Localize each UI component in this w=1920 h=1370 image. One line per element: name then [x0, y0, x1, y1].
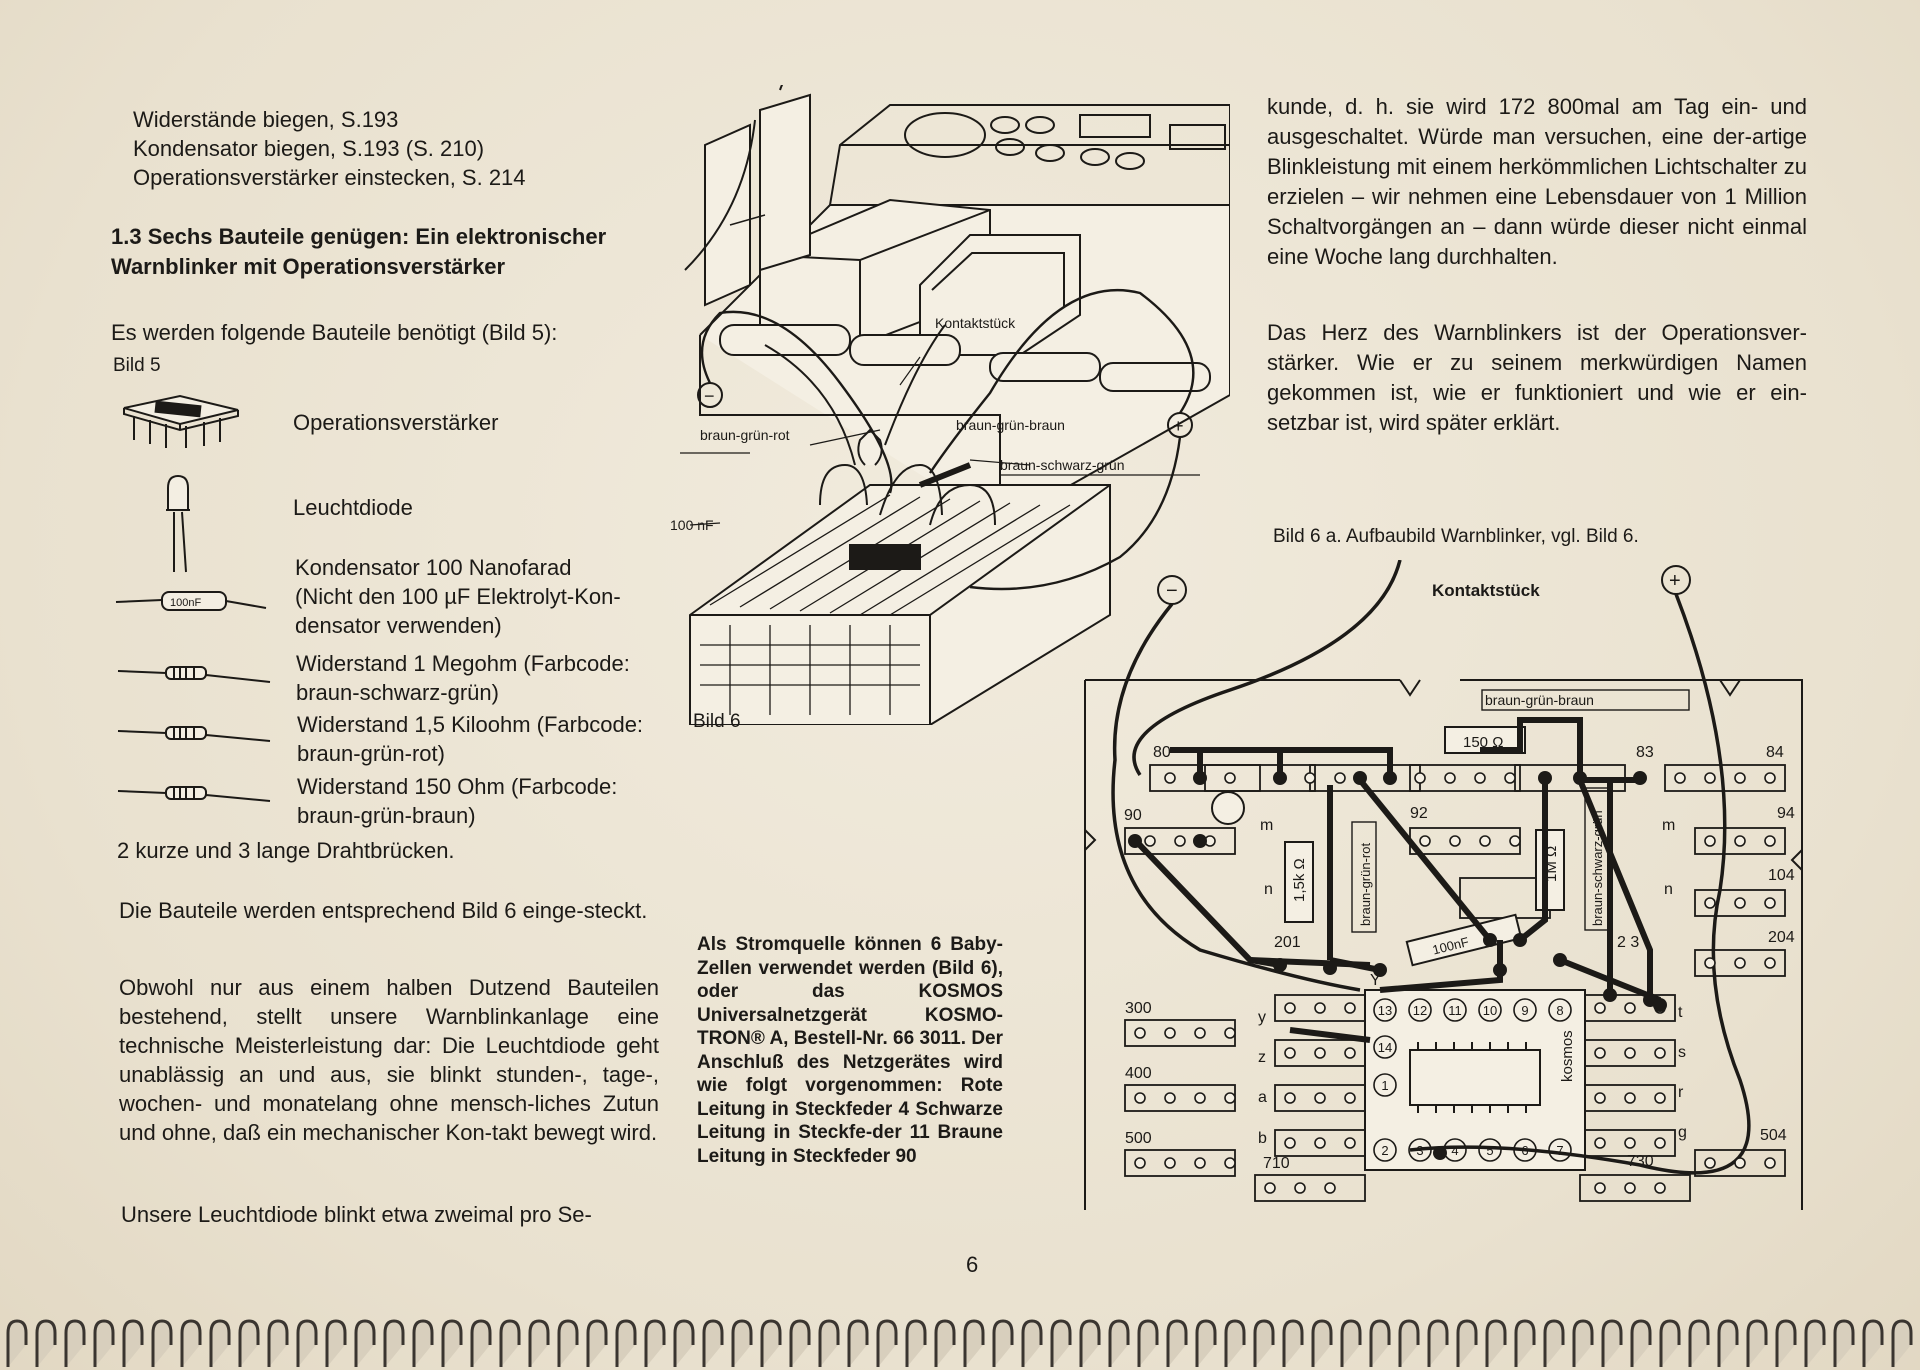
- component-label: braun-grün-rot): [297, 741, 445, 766]
- bild6-label-cap: 100 nF: [670, 517, 714, 533]
- figure-caption-bild6: Bild 6: [693, 711, 741, 732]
- socket-number: 300: [1125, 1000, 1152, 1017]
- binding-coil: [153, 1321, 171, 1367]
- component-figure: [110, 380, 295, 820]
- power-supply-note: Als Stromquelle können 6 Baby-Zellen verwendet werden (Bild 6), oder das KOSMOS Universalnetzgerät KOSMO-TRON® A, Bestell-Nr. 66 3011. Der Anschluß des Netzgerätes wird wie folgt vorgenommen: Rote Leitung in Steckfeder 4 Schwarze Leitung in Steckfe-der 11 Braune Leitung in Steckfeder 90: [697, 934, 1003, 1167]
- binding-coil: [1545, 1321, 1563, 1367]
- component-label: braun-grün-braun): [297, 803, 476, 828]
- binding-coil: [1458, 1321, 1476, 1367]
- binding-coil: [66, 1321, 84, 1367]
- binding-coil: [327, 1321, 345, 1367]
- op-amp-icon: [124, 396, 238, 448]
- resistor-icon: [118, 667, 270, 682]
- binding-coil: [1429, 1321, 1447, 1367]
- binding-coil: [1835, 1321, 1853, 1367]
- minus-icon: −: [1166, 580, 1178, 602]
- paragraph: Die Bauteile werden entsprechend Bild 6 einge-steckt.: [119, 898, 648, 923]
- ic-pin: 12: [1412, 1003, 1428, 1018]
- socket-number: 94: [1777, 805, 1795, 822]
- binding-coil: [269, 1321, 287, 1367]
- binding-coil: [1313, 1321, 1331, 1367]
- binding-coil: [1516, 1321, 1534, 1367]
- socket-number: 90: [1124, 807, 1142, 824]
- binding-coil: [559, 1321, 577, 1367]
- paragraph: Das Herz des Warnblinkers ist der Operationsver-stärker. Wie er zu seinem merkwürdigen Namen gekommen ist, wie er funktioniert und wie er ein-setzbar ist, wird später erklärt.: [1267, 320, 1807, 435]
- bild6a-kontakt-label: Kontaktstück: [1432, 581, 1540, 600]
- binding-coil: [501, 1321, 519, 1367]
- binding-coil: [733, 1321, 751, 1367]
- binding-coil: [1284, 1321, 1302, 1367]
- socket-number: 730: [1627, 1153, 1654, 1170]
- component-label: Operationsverstärker: [293, 410, 499, 435]
- reference-item: Kondensator biegen, S.193 (S. 210): [133, 136, 485, 161]
- ic-pin: 1: [1381, 1078, 1389, 1093]
- binding-coil: [298, 1321, 316, 1367]
- binding-coil: [1632, 1321, 1650, 1367]
- led-icon: [166, 476, 190, 572]
- binding-coil: [240, 1321, 258, 1367]
- bild6-label-bgb: braun-grün-braun: [956, 417, 1065, 433]
- binding-coil: [1893, 1321, 1911, 1367]
- binding-coil: [1806, 1321, 1824, 1367]
- component-label: Kondensator 100 Nanofarad: [295, 555, 572, 580]
- socket-number: 710: [1263, 1155, 1290, 1172]
- socket-number: 83: [1636, 744, 1654, 761]
- component-label: Leuchtdiode: [293, 495, 413, 520]
- binding-coil: [617, 1321, 635, 1367]
- row-letter: z: [1258, 1049, 1266, 1066]
- binding-coil: [1342, 1321, 1360, 1367]
- reference-item: Widerstände biegen, S.193: [133, 107, 399, 132]
- binding-coil: [385, 1321, 403, 1367]
- binding-coil: [1139, 1321, 1157, 1367]
- binding-coil: [965, 1321, 983, 1367]
- component-label: Widerstand 150 Ohm (Farbcode:: [297, 774, 618, 799]
- socket-number: 504: [1760, 1127, 1787, 1144]
- binding-coil: [182, 1321, 200, 1367]
- figure-caption-bild6a: Bild 6 a. Aufbaubild Warnblinker, vgl. Bild 6.: [1273, 526, 1639, 547]
- binding-coil: [1371, 1321, 1389, 1367]
- minus-icon: −: [704, 386, 715, 406]
- bild6a-bgb-label: braun-grün-braun: [1485, 692, 1594, 708]
- ic-pin: 11: [1448, 1003, 1462, 1018]
- binding-coil: [530, 1321, 548, 1367]
- socket-number: 80: [1153, 744, 1171, 761]
- capacitor-marking: 100nF: [170, 597, 202, 609]
- binding-coil: [646, 1321, 664, 1367]
- binding-coil: [1052, 1321, 1070, 1367]
- row-letter: m: [1260, 817, 1274, 834]
- binding-coil: [907, 1321, 925, 1367]
- resistor-icon: [118, 787, 270, 801]
- component-op-amp: [293, 408, 498, 437]
- capacitor-icon: [116, 592, 266, 610]
- binding-coil: [849, 1321, 867, 1367]
- row-letter: Y: [1370, 972, 1381, 989]
- binding-coil: [1168, 1321, 1186, 1367]
- ic-pin: 6: [1521, 1143, 1529, 1158]
- ic-pin: 9: [1521, 1003, 1529, 1018]
- section-heading: [111, 222, 671, 282]
- binding-coil: [1110, 1321, 1128, 1367]
- reference-item: Operationsverstärker einstecken, S. 214: [133, 165, 526, 190]
- row-letter: g: [1678, 1124, 1687, 1141]
- resistor-1k5-label: 1,5k Ω: [1291, 858, 1308, 902]
- section-heading-line: Warnblinker mit Operationsverstärker: [111, 254, 506, 279]
- bild6-label-bsg: braun-schwarz-grün: [1000, 457, 1125, 473]
- binding-coil: [1197, 1321, 1215, 1367]
- row-letter: t: [1678, 1004, 1683, 1021]
- row-letter: s: [1678, 1044, 1686, 1061]
- bild6a-wiring-diagram: [1080, 560, 1830, 1220]
- binding-coil: [1603, 1321, 1621, 1367]
- socket-number: 2 3: [1617, 934, 1640, 951]
- binding-coil: [1226, 1321, 1244, 1367]
- binding-coil: [211, 1321, 229, 1367]
- component-label: braun-schwarz-grün): [296, 680, 499, 705]
- paragraph: kunde, d. h. sie wird 172 800mal am Tag ein- und ausgeschaltet. Würde man versuchen, eine der-artige Blinkleistung mit einem herkömmlichen Lichtschalter zu erzielen – wir nehmen eine Lebensdauer von 1 Million Schaltvorgängen an – dann würde dieser nicht einmal eine Woche lang durchhalten.: [1267, 94, 1807, 269]
- component-label: densator verwenden): [295, 613, 502, 638]
- binding-coil: [95, 1321, 113, 1367]
- ic-pin: 14: [1377, 1040, 1393, 1055]
- binding-coil: [878, 1321, 896, 1367]
- component-label: (Nicht den 100 µF Elektrolyt-Kon-: [295, 584, 621, 609]
- row-letter: a: [1258, 1089, 1267, 1106]
- plus-icon: +: [1173, 416, 1184, 436]
- binding-coil: [704, 1321, 722, 1367]
- bild6-label-kontakt: Kontaktstück: [935, 315, 1016, 331]
- page-number: 6: [966, 1252, 979, 1277]
- binding-coil: [1081, 1321, 1099, 1367]
- binding-coil: [1864, 1321, 1882, 1367]
- binding-coil: [820, 1321, 838, 1367]
- row-letter: m: [1662, 817, 1676, 834]
- ic-pin: 7: [1556, 1143, 1564, 1158]
- binding-coil: [356, 1321, 374, 1367]
- resistor-1m-label: 1M Ω: [1543, 845, 1560, 882]
- reference-list: [133, 105, 653, 192]
- binding-coil: [675, 1321, 693, 1367]
- binding-coil: [1719, 1321, 1737, 1367]
- binding-coil: [588, 1321, 606, 1367]
- resistor-150-label: 150 Ω: [1463, 734, 1504, 751]
- bild6a-bsg-label: braun-schwarz-grün: [1590, 810, 1605, 926]
- socket-number: 201: [1274, 934, 1301, 951]
- binding-coil: [472, 1321, 490, 1367]
- binding-coil: [791, 1321, 809, 1367]
- binding-coil: [936, 1321, 954, 1367]
- component-resistor-1k5: [297, 710, 677, 768]
- component-capacitor: [295, 553, 675, 640]
- binding-coil: [8, 1321, 26, 1367]
- binding-coil: [414, 1321, 432, 1367]
- ic-pin: 8: [1556, 1003, 1564, 1018]
- section-heading-line: 1.3 Sechs Bauteile genügen: Ein elektronischer: [111, 224, 607, 249]
- row-letter: n: [1664, 881, 1673, 898]
- figure-label-bild5: Bild 5: [113, 355, 161, 376]
- ic-pin: 2: [1381, 1143, 1389, 1158]
- chip-brand-label: kosmos: [1559, 1030, 1576, 1082]
- binding-coil: [994, 1321, 1012, 1367]
- capacitor-label: 100nF: [1430, 934, 1471, 958]
- binding-coil: [1255, 1321, 1273, 1367]
- binding-coil: [1661, 1321, 1679, 1367]
- binding-coil: [443, 1321, 461, 1367]
- spiral-binding: [0, 1315, 1920, 1370]
- ic-pin: 10: [1482, 1003, 1498, 1018]
- socket-number: 104: [1768, 867, 1795, 884]
- ic-pin: 5: [1486, 1143, 1494, 1158]
- binding-coil: [1487, 1321, 1505, 1367]
- row-letter: n: [1264, 881, 1273, 898]
- resistor-icon: [118, 727, 270, 741]
- ic-pin: 13: [1377, 1003, 1393, 1018]
- binding-coil: [124, 1321, 142, 1367]
- component-label: Widerstand 1,5 Kiloohm (Farbcode:: [297, 712, 644, 737]
- bild6-label-bgr: braun-grün-rot: [700, 427, 790, 443]
- binding-coil: [37, 1321, 55, 1367]
- bridges-note: 2 kurze und 3 lange Drahtbrücken.: [117, 838, 455, 863]
- binding-coil: [1777, 1321, 1795, 1367]
- binding-coil: [1574, 1321, 1592, 1367]
- socket-number: 500: [1125, 1130, 1152, 1147]
- row-letter: y: [1258, 1009, 1266, 1026]
- component-label: Widerstand 1 Megohm (Farbcode:: [296, 651, 630, 676]
- socket-number: 400: [1125, 1065, 1152, 1082]
- bild6a-bgr-label: braun-grün-rot: [1358, 842, 1373, 926]
- parts-intro: Es werden folgende Bauteile benötigt (Bild 5):: [111, 320, 558, 345]
- binding-coil: [1400, 1321, 1418, 1367]
- binding-coil: [1690, 1321, 1708, 1367]
- socket-number: 84: [1766, 744, 1784, 761]
- ic-pin: 4: [1451, 1143, 1459, 1158]
- binding-coil: [1748, 1321, 1766, 1367]
- component-resistor-1m: [296, 649, 676, 707]
- binding-coil: [1023, 1321, 1041, 1367]
- binding-coil: [762, 1321, 780, 1367]
- row-letter: b: [1258, 1130, 1267, 1147]
- paragraph: Obwohl nur aus einem halben Dutzend Bauteilen bestehend, stellt unsere Warnblinkanlage eine technische Meisterleistung dar: Die Leuchtdiode geht unablässig an und aus, sie blinkt stunden-, tage-, wochen- und monatelang ohne mensch-liches Zutun und ohne, daß ein mechanischer Kon-takt bewegt wird.: [119, 975, 659, 1145]
- ic-pin: 3: [1416, 1143, 1424, 1158]
- component-resistor-150: [297, 772, 677, 830]
- paragraph: Unsere Leuchtdiode blinkt etwa zweimal pro Se-: [121, 1202, 592, 1227]
- component-led: [293, 493, 413, 522]
- row-letter: r: [1678, 1084, 1684, 1101]
- socket-number: 204: [1768, 929, 1795, 946]
- plus-icon: +: [1669, 570, 1681, 592]
- socket-number: 92: [1410, 805, 1428, 822]
